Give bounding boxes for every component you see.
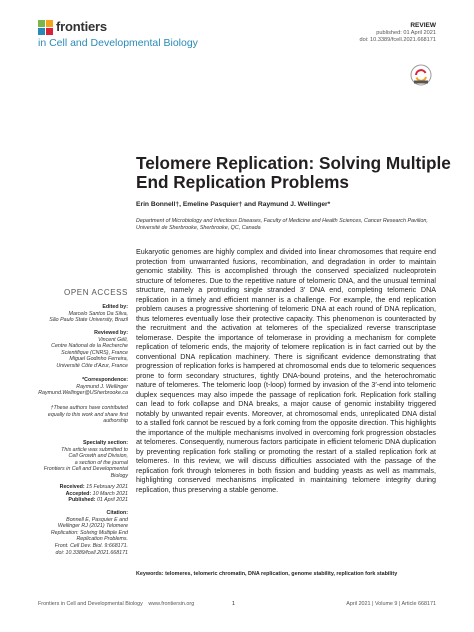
- reviewer-line: Scientifique (CNRS), France: [61, 349, 128, 356]
- footer-journal-name: Frontiers in Cell and Developmental Biology: [38, 601, 143, 607]
- reviewer-line: Vincent Géli,: [98, 336, 128, 343]
- edited-by-label: Edited by:: [102, 304, 128, 310]
- citation-line: Replication Problems.: [76, 536, 128, 543]
- correspondence-label: *Correspondence:: [82, 377, 128, 383]
- note-line: equally to this work and share first: [47, 411, 128, 418]
- received-date: 15 February 2021: [86, 484, 128, 490]
- abstract-text: Eukaryotic genomes are highly complex and divided into linear chromosomes that require end protection from unwarranted fusions, recombination, and degradation in order to maintain genomic stability. This is accomplished through the conserved specialized nucleoprotein structure of telomeres. Due to the repetitive nature of telomeric DNA, and the unusual terminal structure, namely a protruding single stranded 3′ DNA end, completing telomeric DNA replication in a timely and efficient manner is a challenge. For example, the end replication problem causes a progressive shortening of telomeric DNA at each round of DNA replication, thus telomeres eventually lose their protective capacity. This phenomenon is counteracted by the recruitment and the activation at telomeres of the specialized reverse transcriptase telomerase. Despite the importance of telomerase in providing a mechanism for complete replication of telomeric ends, the majority of telomere replication is in fact carried out by the conventional DNA replication machinery. There is significant evidence demonstrating that progression of replication forks is hampered at chromosomal ends due to telomeric sequences prone to form secondary structures, tightly DNA-bound proteins, and the heterochromatic nature of telomeres. The telomeric loop (t-loop) formed by invasion of the 3′-end into telomeric duplex sequences may also impede the passage of replication fork. Replication fork stalling can lead to fork collapse and DNA breaks, a major cause of genomic instability triggered notably by unwanted repair events. Moreover, at chromosomal ends, unreplicated DNA distal to a stalled fork cannot be rescued by a fork coming from the opposite direction. This highlights the importance of the multiple mechanisms involved in overcoming fork progression obstacles at telomeres. Consequently, numerous factors participate in efficient telomeric DNA duplication by preventing replication fork stalling or promoting the restart of a stalled replication fork at telomeres. In this review, we will discuss difficulties associated with the passage of the replication fork through telomeres in both fission and budding yeasts as well as mammals, highlighting conserved mechanisms implicated in maintaining telomere integrity during replication, thus preserving a stable genome.: [136, 248, 436, 494]
- article-title: Telomere Replication: Solving Multiple End Replication Problems: [136, 153, 451, 192]
- received-row: [20, 484, 128, 491]
- accepted-row: [20, 491, 128, 498]
- published-date: published: 01 April 2021: [376, 30, 436, 36]
- check-for-updates-icon[interactable]: [410, 64, 432, 86]
- published-label: Published:: [68, 497, 96, 504]
- page-number: 1: [232, 601, 235, 607]
- keywords: [136, 571, 436, 577]
- publication-info: [359, 30, 436, 44]
- correspondence-email[interactable]: Raymund.Wellinger@USherbrooke.ca: [38, 390, 128, 397]
- open-access-label: OPEN ACCESS: [64, 288, 128, 297]
- author-list[interactable]: Erin Bonnell†, Emeline Pasquier† and Raymund J. Wellinger*: [136, 201, 331, 208]
- specialty-line: a section of the journal: [74, 459, 128, 466]
- reviewer-line: Centre National de la Recherche: [51, 343, 128, 350]
- specialty-line: Biology: [110, 472, 128, 479]
- received-label: Received:: [59, 484, 85, 490]
- doi[interactable]: doi: 10.3389/fcell.2021.668171: [359, 37, 436, 43]
- dates-section: [20, 484, 128, 504]
- accepted-label: Accepted:: [65, 490, 92, 497]
- citation-line: Wellinger RJ (2021) Telomere: [57, 523, 128, 530]
- citation-line: Front. Cell Dev. Biol. 9:668171.: [54, 542, 128, 549]
- reviewed-by-label: Reviewed by:: [94, 330, 128, 336]
- journal-name: in Cell and Developmental Biology: [38, 37, 198, 49]
- correspondence-section: [20, 377, 128, 397]
- footer-volume-info: April 2021 | Volume 9 | Article 668171: [346, 601, 436, 607]
- citation-section: [20, 510, 128, 556]
- reviewer-line: Miguel Godinho Ferreira,: [69, 356, 128, 363]
- accepted-date: 10 March 2021: [92, 490, 128, 497]
- citation-label: Citation:: [106, 510, 128, 516]
- affiliation: Department of Microbiology and Infectious Diseases, Faculty of Medicine and Health Sciences, Cancer Research Pavilion, Université de Sherbrooke, Sherbrooke, QC, Canada: [136, 218, 428, 231]
- reviewed-by-section: [20, 330, 128, 370]
- footer-site-link[interactable]: www.frontiersin.org: [148, 601, 195, 607]
- equal-contribution-note: [20, 405, 128, 425]
- specialty-line: Frontiers in Cell and Developmental: [43, 466, 128, 473]
- keywords-list: telomeres, telomeric chromatin, DNA replication, genome stability, replication fork stability: [165, 571, 398, 577]
- published-row: [20, 497, 128, 504]
- reviewer-line: Université Côte d'Azur, France: [56, 362, 128, 369]
- footer-journal: [38, 601, 194, 607]
- article-type: REVIEW: [410, 22, 436, 29]
- citation-line: Replication: Solving Multiple End: [50, 529, 128, 536]
- keywords-label: Keywords:: [136, 571, 164, 577]
- editor-line: São Paulo State University, Brazil: [49, 317, 128, 324]
- brand-name: frontiers: [56, 19, 107, 34]
- specialty-label: Specialty section:: [82, 440, 128, 446]
- specialty-line: Cell Growth and Division,: [68, 453, 128, 460]
- citation-doi[interactable]: doi: 10.3389/fcell.2021.668171: [55, 549, 128, 556]
- edited-by-section: [20, 304, 128, 324]
- note-line: †These authors have contributed: [50, 405, 128, 411]
- frontiers-logo-icon: [38, 20, 54, 36]
- specialty-line: This article was submitted to: [61, 446, 128, 453]
- editor-line: Marcelo Santos Da Silva,: [68, 310, 128, 317]
- citation-line: Bonnell E, Pasquier E and: [66, 516, 128, 523]
- specialty-section: [20, 440, 128, 480]
- correspondence-name: Raymund J. Wellinger: [76, 383, 128, 390]
- published-date-side: 01 April 2021: [96, 497, 128, 504]
- note-line: authorship: [103, 418, 128, 425]
